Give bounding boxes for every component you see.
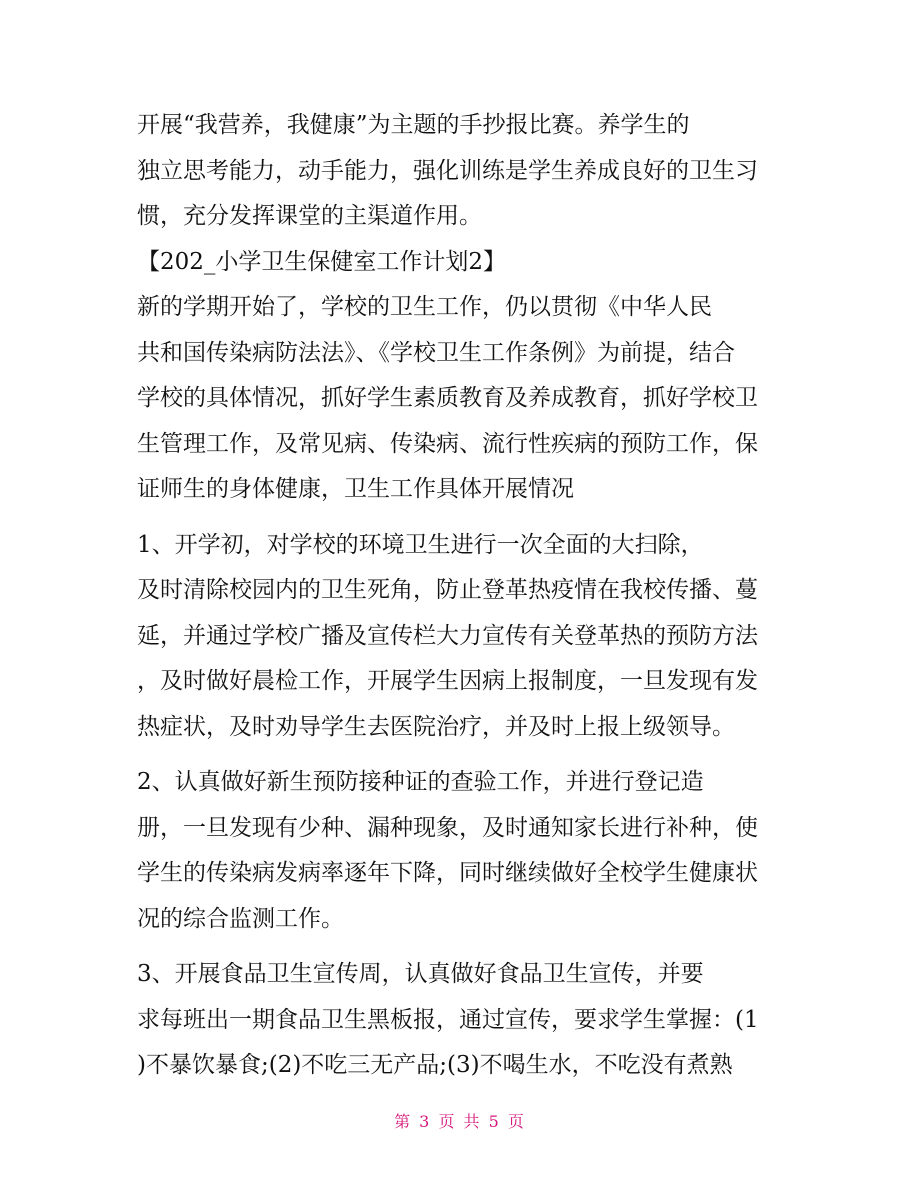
text-line: 册，一旦发现有少种、漏种现象，及时通知家长进行补种，使 xyxy=(137,814,758,841)
section-heading: 【202_小学卫生保健室工作计划2】 xyxy=(137,248,507,275)
text-line: 求每班出一期食品卫生黑板报，通过宣传，要求学生掌握：(1 xyxy=(137,1006,759,1033)
text-line: 热症状，及时劝导学生去医院治疗，并及时上报上级领导。 xyxy=(137,713,735,740)
text-line: 证师生的身体健康，卫生工作具体开展情况 xyxy=(137,476,574,502)
text-line: 独立思考能力，动手能力，强化训练是学生养成良好的卫生习 xyxy=(137,157,758,184)
document-body xyxy=(137,103,787,1089)
text-line: 学校的具体情况，抓好学生素质教育及养成教育，抓好学校卫 xyxy=(137,385,758,411)
text-line: 新的学期开始了，学校的卫生工作，仍以贯彻《中华人民 xyxy=(137,294,712,320)
text-line: 开展“我营养，我健康”为主题的手抄报比赛。养学生的 xyxy=(137,112,690,138)
text-line: 及时清除校园内的卫生死角，防止登革热疫情在我校传播、蔓 xyxy=(137,577,758,603)
text-line: 惯，充分发挥课堂的主渠道作用。 xyxy=(137,203,482,229)
text-line: 学生的传染病发病率逐年下降，同时继续做好全校学生健康状 xyxy=(137,860,758,886)
text-line: )不暴饮暴食;(2)不吃三无产品;(3)不喝生水，不吃没有煮熟 xyxy=(137,1052,733,1078)
text-line: 1、开学初，对学校的环境卫生进行一次全面的大扫除， xyxy=(137,531,704,558)
text-line: 延，并通过学校广播及宣传栏大力宣传有关登革热的预防方法 xyxy=(137,622,758,649)
text-line: 2、认真做好新生预防接种证的查验工作，并进行登记造 xyxy=(137,769,704,795)
text-line: 共和国传染病防法法》、《学校卫生工作条例》为前提，结合 xyxy=(137,339,735,366)
text-line: 3、开展食品卫生宣传周，认真做好食品卫生宣传，并要 xyxy=(137,961,704,987)
text-line: 况的综合监测工作。 xyxy=(137,905,344,932)
text-line: 生管理工作，及常见病、传染病、流行性疾病的预防工作，保 xyxy=(137,430,758,457)
page-number-footer: 第 3 页 共 5 页 xyxy=(394,1112,526,1131)
text-line: ，及时做好晨检工作，开展学生因病上报制度，一旦发现有发 xyxy=(137,668,758,694)
